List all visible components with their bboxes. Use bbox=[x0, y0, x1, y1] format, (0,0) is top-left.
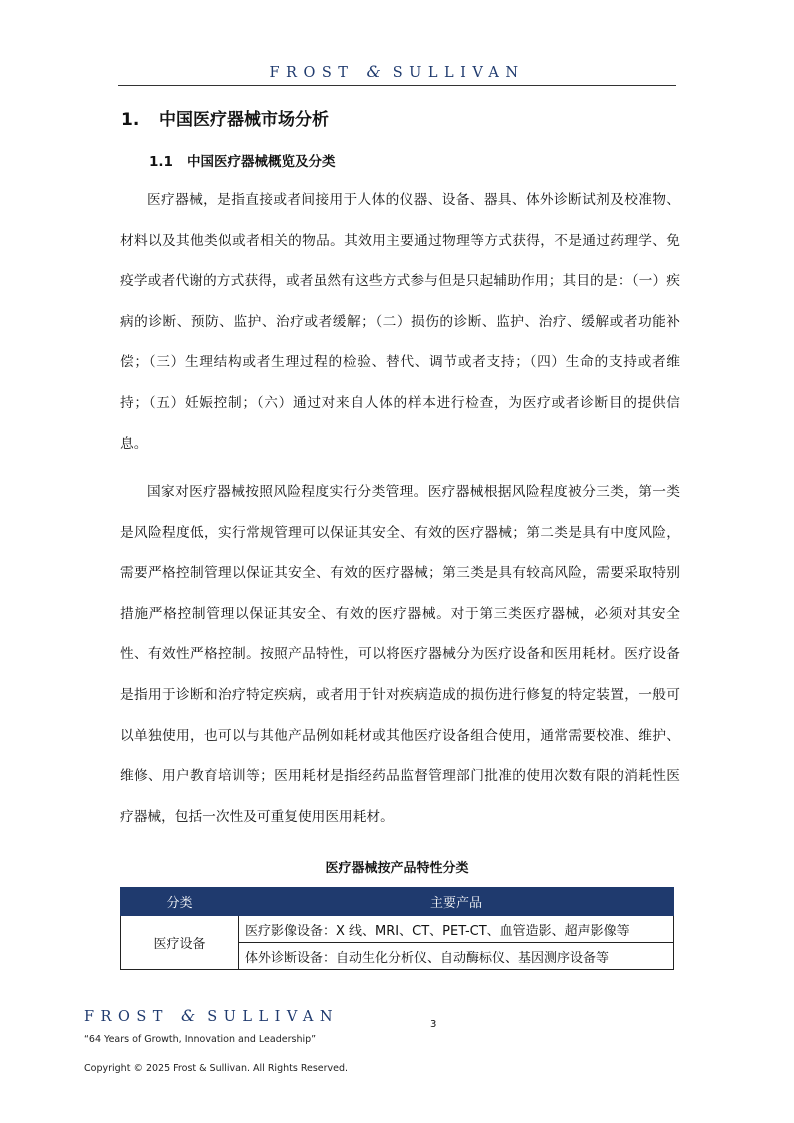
section-number: 1. bbox=[121, 110, 140, 130]
table-cell-product: 体外诊断设备：自动生化分析仪、自动酶标仪、基因测序设备等 bbox=[239, 943, 674, 970]
page-number: 3 bbox=[430, 1019, 437, 1030]
subsection-number: 1.1 bbox=[149, 154, 173, 170]
table-header-products: 主要产品 bbox=[239, 888, 674, 916]
header-logo-ampersand: & bbox=[366, 62, 381, 81]
subsection-heading bbox=[149, 150, 336, 170]
subsection-title: 中国医疗器械概览及分类 bbox=[187, 154, 336, 170]
table-caption: 医疗器械按产品特性分类 bbox=[325, 861, 469, 876]
section-heading bbox=[121, 105, 329, 130]
header-divider bbox=[118, 85, 676, 86]
table-header-row bbox=[121, 888, 674, 916]
header-logo-frost: FROST bbox=[269, 65, 355, 81]
footer-logo bbox=[84, 1006, 339, 1025]
table-cell-product: 医疗影像设备：X 线、MRI、CT、PET-CT、血管造影、超声影像等 bbox=[239, 916, 674, 943]
table-cell-category: 医疗设备 bbox=[121, 916, 239, 970]
table-row bbox=[121, 916, 674, 943]
product-classification-table bbox=[120, 887, 674, 970]
footer-logo-frost: FROST bbox=[84, 1009, 169, 1025]
header-logo-sullivan: SULLIVAN bbox=[392, 65, 525, 81]
body-paragraph-classification: 国家对医疗器械按照风险程度实行分类管理。医疗器械根据风险程度被分三类，第一类是风险程度低，实行常规管理可以保证其安全、有效的医疗器械；第二类是具有中度风险，需要严格控制管理以保证其安全、有效的医疗器械；第三类是具有较高风险，需要采取特别措施严格控制管理以保证其安全、有效的医疗器械。对于第三类医疗器械，必须对其安全性、有效性严格控制。按照产品特性，可以将医疗器械分为医疗设备和医用耗材。医疗设备是指用于诊断和治疗特定疾病，或者用于针对疾病造成的损伤进行修复的特定装置，一般可以单独使用，也可以与其他产品例如耗材或其他医疗设备组合使用，通常需要校准、维护、维修、用户教育培训等；医用耗材是指经药品监督管理部门批准的使用次数有限的消耗性医疗器械，包括一次性及可重复使用医用耗材。 bbox=[120, 484, 680, 825]
header-logo bbox=[0, 62, 794, 81]
footer-logo-sullivan: SULLIVAN bbox=[207, 1009, 340, 1025]
footer-tagline: “64 Years of Growth, Innovation and Leadership” bbox=[84, 1034, 317, 1045]
body-paragraph-definition: 医疗器械，是指直接或者间接用于人体的仪器、设备、器具、体外诊断试剂及校准物、材料以及其他类似或者相关的物品。其效用主要通过物理等方式获得，不是通过药理学、免疫学或者代谢的方式获得，或者虽然有这些方式参与但是只起辅助作用；其目的是：（一）疾病的诊断、预防、监护、治疗或者缓解；（二）损伤的诊断、监护、治疗、缓解或者功能补偿；（三）生理结构或者生理过程的检验、替代、调节或者支持；（四）生命的支持或者维持；（五）妊娠控制；（六）通过对来自人体的样本进行检查，为医疗或者诊断目的提供信息。 bbox=[120, 192, 680, 452]
footer-copyright: Copyright © 2025 Frost & Sullivan. All Rights Reserved. bbox=[84, 1063, 349, 1074]
section-title: 中国医疗器械市场分析 bbox=[159, 110, 329, 130]
footer-logo-ampersand: & bbox=[180, 1006, 196, 1025]
table-header-category: 分类 bbox=[121, 888, 239, 916]
